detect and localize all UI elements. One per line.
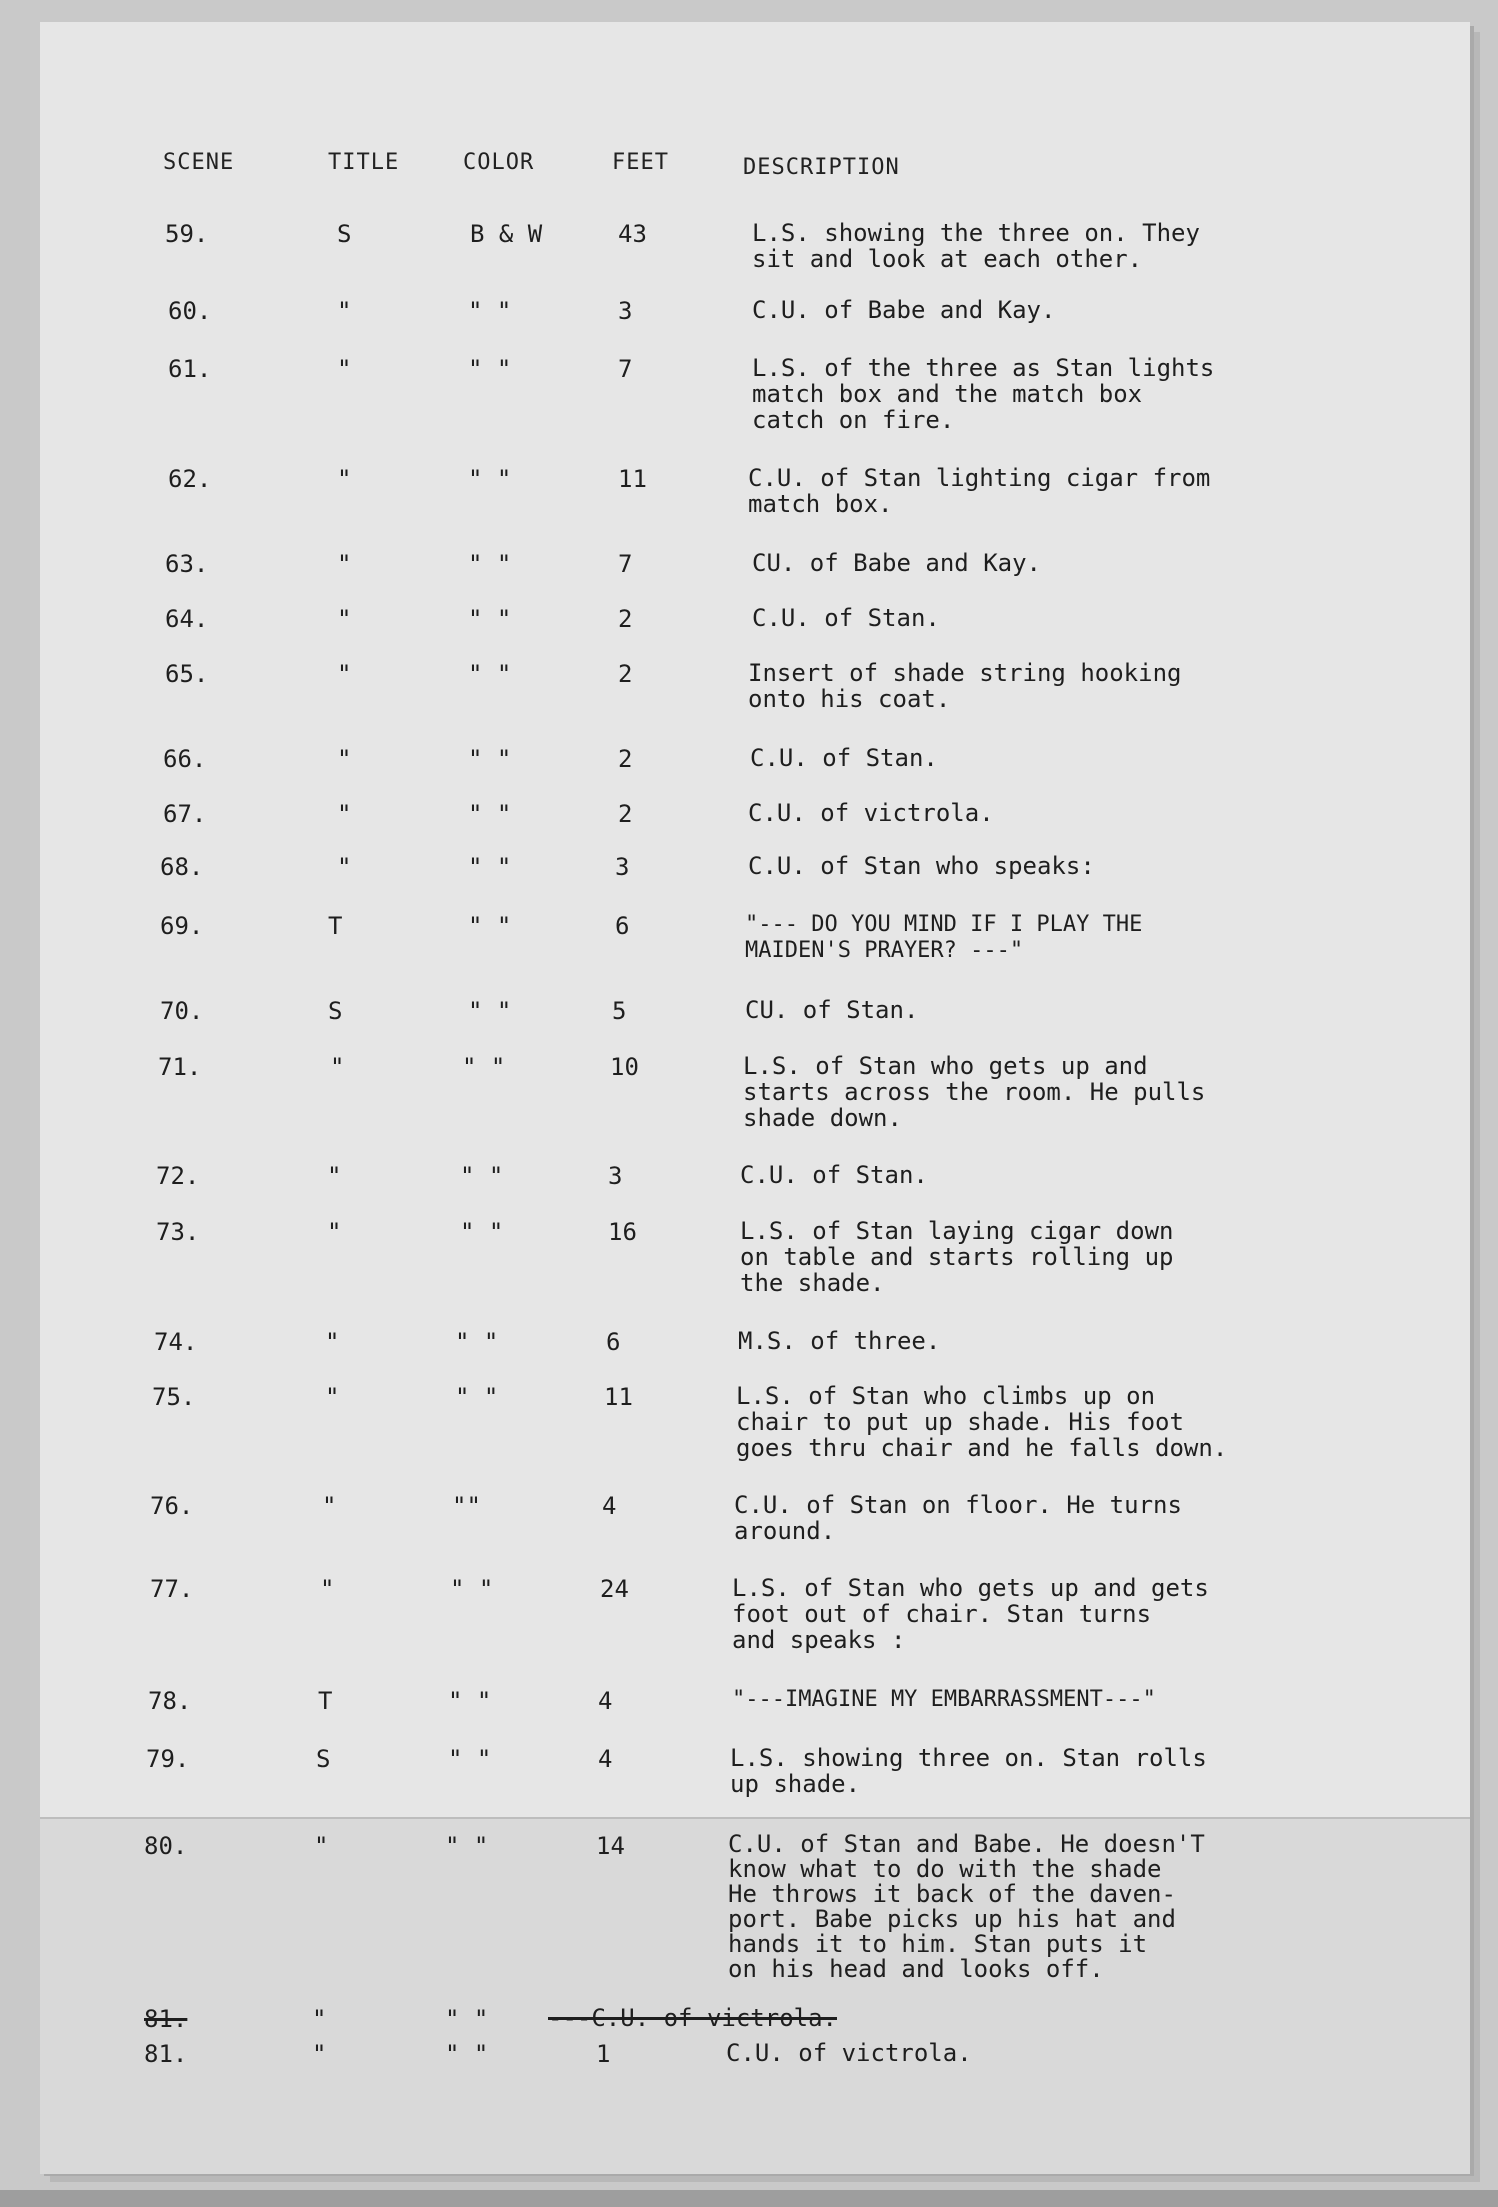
title-code: ": [337, 605, 352, 633]
description-text: CU. of Babe and Kay.: [752, 549, 1041, 577]
scene-number: 77.: [150, 1575, 194, 1603]
description-text: C.U. of Stan and Babe. He doesn'T know what to do with the shade He throws it back of the daven- port. Babe picks up his hat and hands it to him. Stan puts it on his head and looks off.: [728, 1830, 1205, 1983]
color-code: " ": [468, 745, 512, 773]
header-title: TITLE: [328, 150, 400, 175]
scene-number: 79.: [146, 1745, 190, 1773]
feet-value: 2: [618, 800, 633, 828]
color-code: " ": [445, 2005, 489, 2033]
scene-number: 80.: [144, 1832, 188, 1860]
color-code: " ": [455, 1328, 499, 1356]
description-text: L.S. of Stan who gets up and starts across the room. He pulls shade down.: [743, 1052, 1206, 1132]
feet-value: 1: [596, 2040, 611, 2068]
scene-number: 74.: [154, 1328, 198, 1356]
description-text: Insert of shade string hooking onto his coat.: [748, 659, 1182, 713]
title-code: ": [327, 1162, 342, 1190]
description-text: L.S. of the three as Stan lights match box and the match box catch on fire.: [752, 354, 1215, 434]
feet-value: 11: [618, 465, 647, 493]
description-text: C.U. of victrola.: [748, 799, 994, 827]
color-code: " ": [468, 465, 512, 493]
title-code: ": [312, 2040, 327, 2068]
description-text: CU. of Stan.: [745, 996, 919, 1024]
scene-number: 60.: [168, 297, 212, 325]
color-code: " ": [445, 1832, 489, 1860]
description-text: M.S. of three.: [738, 1327, 941, 1355]
description-text: C.U. of Stan on floor. He turns around.: [734, 1491, 1182, 1545]
title-code: ": [322, 1492, 337, 1520]
color-code: " ": [448, 1745, 492, 1773]
color-code: " ": [460, 1162, 504, 1190]
description-text: "---IMAGINE MY EMBARRASSMENT---": [732, 1687, 1156, 1712]
title-code: ": [337, 297, 352, 325]
scene-number: 65.: [165, 660, 209, 688]
color-code: " ": [448, 1687, 492, 1715]
scene-number: 81.: [144, 2040, 188, 2068]
description-text: C.U. of Stan lighting cigar from match box.: [748, 464, 1211, 518]
feet-value: 4: [602, 1492, 617, 1520]
feet-value: 3: [618, 297, 633, 325]
title-code: ": [337, 853, 352, 881]
title-code: ": [337, 355, 352, 383]
scene-number: 71.: [158, 1053, 202, 1081]
title-code: T: [328, 912, 343, 940]
description-text: L.S. of Stan who gets up and gets foot out of chair. Stan turns and speaks :: [732, 1574, 1209, 1654]
scene-number: 66.: [163, 745, 207, 773]
title-code: ": [314, 1832, 329, 1860]
color-code: " ": [462, 1053, 506, 1081]
title-code: ": [337, 800, 352, 828]
header-feet: FEET: [612, 150, 669, 175]
color-code: " ": [468, 800, 512, 828]
feet-value: 43: [618, 220, 647, 248]
scene-number: 81.: [144, 2005, 188, 2033]
color-code: " ": [468, 997, 512, 1025]
description-text: C.U. of Stan who speaks:: [748, 852, 1095, 880]
title-code: ": [337, 745, 352, 773]
scene-number: 67.: [163, 800, 207, 828]
feet-value: 5: [612, 997, 627, 1025]
color-code: " ": [468, 297, 512, 325]
scene-number: 72.: [156, 1162, 200, 1190]
title-code: S: [337, 220, 352, 248]
scene-number: 70.: [160, 997, 204, 1025]
color-code: " ": [468, 853, 512, 881]
feet-value: 3: [615, 853, 630, 881]
feet-value: 10: [610, 1053, 639, 1081]
feet-value: 2: [618, 660, 633, 688]
description-text: C.U. of Stan.: [750, 744, 938, 772]
scene-number: 75.: [152, 1383, 196, 1411]
title-code: ": [325, 1328, 340, 1356]
feet-value: 4: [598, 1745, 613, 1773]
description-text: L.S. showing the three on. They sit and look at each other.: [752, 219, 1200, 273]
color-code: " ": [450, 1575, 494, 1603]
title-code: ": [330, 1053, 345, 1081]
description-text: L.S. showing three on. Stan rolls up shade.: [730, 1744, 1207, 1798]
feet-value: 11: [604, 1383, 633, 1411]
scene-number: 64.: [165, 605, 209, 633]
color-code: " ": [468, 550, 512, 578]
description-text: C.U. of Babe and Kay.: [752, 296, 1056, 324]
feet-value: 6: [606, 1328, 621, 1356]
feet-value: 3: [608, 1162, 623, 1190]
color-code: " ": [468, 912, 512, 940]
color-code: " ": [455, 1383, 499, 1411]
scene-number: 73.: [156, 1218, 200, 1246]
description-text: L.S. of Stan laying cigar down on table and starts rolling up the shade.: [740, 1217, 1174, 1297]
title-code: ": [337, 550, 352, 578]
description-text: L.S. of Stan who climbs up on chair to put up shade. His foot goes thru chair and he falls down.: [736, 1382, 1228, 1462]
page-edge: [0, 2190, 1498, 2207]
description-text: ---C.U. of victrola.: [548, 2004, 837, 2032]
title-code: ": [325, 1383, 340, 1411]
description-text: C.U. of Stan.: [752, 604, 940, 632]
description-text: C.U. of Stan.: [740, 1161, 928, 1189]
header-description: DESCRIPTION: [743, 155, 900, 180]
scene-number: 78.: [148, 1687, 192, 1715]
color-code: " ": [460, 1218, 504, 1246]
feet-value: 4: [598, 1687, 613, 1715]
scene-number: 59.: [165, 220, 209, 248]
feet-value: 2: [618, 605, 633, 633]
scene-number: 69.: [160, 912, 204, 940]
feet-value: 7: [618, 355, 633, 383]
description-text: "--- DO YOU MIND IF I PLAY THE MAIDEN'S PRAYER? ---": [745, 912, 1143, 963]
description-text: C.U. of victrola.: [726, 2039, 972, 2067]
title-code: ": [337, 465, 352, 493]
title-code: ": [337, 660, 352, 688]
scene-number: 62.: [168, 465, 212, 493]
feet-value: 7: [618, 550, 633, 578]
scene-number: 63.: [165, 550, 209, 578]
header-scene: SCENE: [163, 150, 235, 175]
title-code: S: [316, 1745, 331, 1773]
title-code: ": [312, 2005, 327, 2033]
scene-number: 68.: [160, 853, 204, 881]
color-code: "": [452, 1492, 481, 1520]
title-code: T: [318, 1687, 333, 1715]
title-code: ": [327, 1218, 342, 1246]
color-code: " ": [445, 2040, 489, 2068]
header-color: COLOR: [463, 150, 535, 175]
feet-value: 6: [615, 912, 630, 940]
feet-value: 16: [608, 1218, 637, 1246]
scene-number: 76.: [150, 1492, 194, 1520]
feet-value: 14: [596, 1832, 625, 1860]
title-code: ": [320, 1575, 335, 1603]
feet-value: 24: [600, 1575, 629, 1603]
color-code: " ": [468, 605, 512, 633]
feet-value: 2: [618, 745, 633, 773]
color-code: " ": [468, 355, 512, 383]
scene-number: 61.: [168, 355, 212, 383]
color-code: B & W: [470, 220, 543, 248]
title-code: S: [328, 997, 343, 1025]
color-code: " ": [468, 660, 512, 688]
